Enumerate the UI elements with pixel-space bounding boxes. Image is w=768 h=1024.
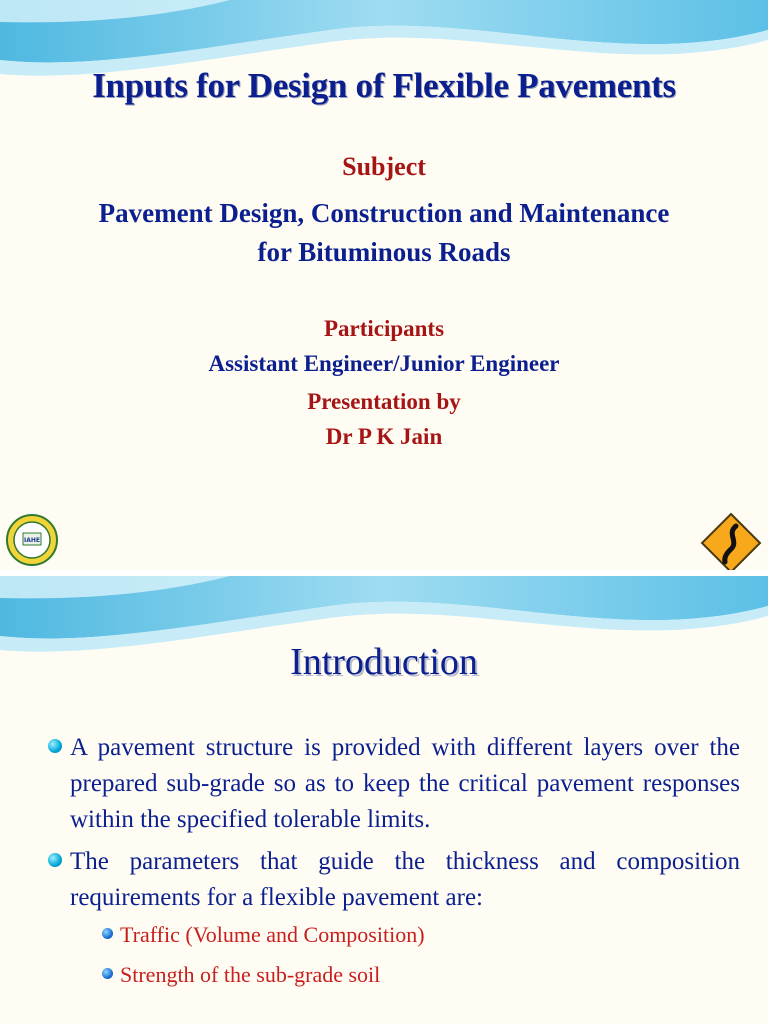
sub-bullet-text: Traffic (Volume and Composition) [120, 922, 425, 947]
bullet-text: The parameters that guide the thickness and composition requirements for a flexible pavement are: [70, 848, 740, 911]
slide-title: Inputs for Design of Flexible Pavements [92, 66, 676, 105]
sub-list-item [102, 918, 740, 952]
logo-text: IAHE [24, 537, 40, 544]
slide-title: Introduction [290, 641, 478, 683]
sub-bullet-dot-icon [102, 928, 113, 939]
subject-label: Subject [342, 152, 426, 181]
road-curve-sign-icon [700, 512, 762, 570]
list-item [48, 844, 740, 992]
sub-list-item [102, 958, 740, 992]
sub-bullet-list [102, 918, 740, 992]
institute-logo-icon [6, 514, 58, 566]
bullet-list [48, 730, 740, 998]
sub-bullet-dot-icon [102, 968, 113, 979]
bullet-text: A pavement structure is provided with different layers over the prepared sub-grade so as to keep the critical pavement responses within the specified tolerable limits. [70, 734, 740, 833]
subject-text [0, 194, 768, 272]
sub-bullet-text: Strength of the sub-grade soil [120, 962, 381, 987]
bullet-dot-icon [48, 739, 62, 753]
subject-line-1: Pavement Design, Construction and Maintenance [98, 198, 670, 228]
bullet-dot-icon [48, 853, 62, 867]
presenter-name: Dr P K Jain [325, 424, 443, 449]
participants-label: Participants [323, 316, 445, 341]
subject-line-2: for Bituminous Roads [257, 237, 511, 267]
participants-text: Assistant Engineer/Junior Engineer [208, 351, 560, 376]
list-item [48, 730, 740, 838]
presentation-label: Presentation by [307, 389, 461, 414]
